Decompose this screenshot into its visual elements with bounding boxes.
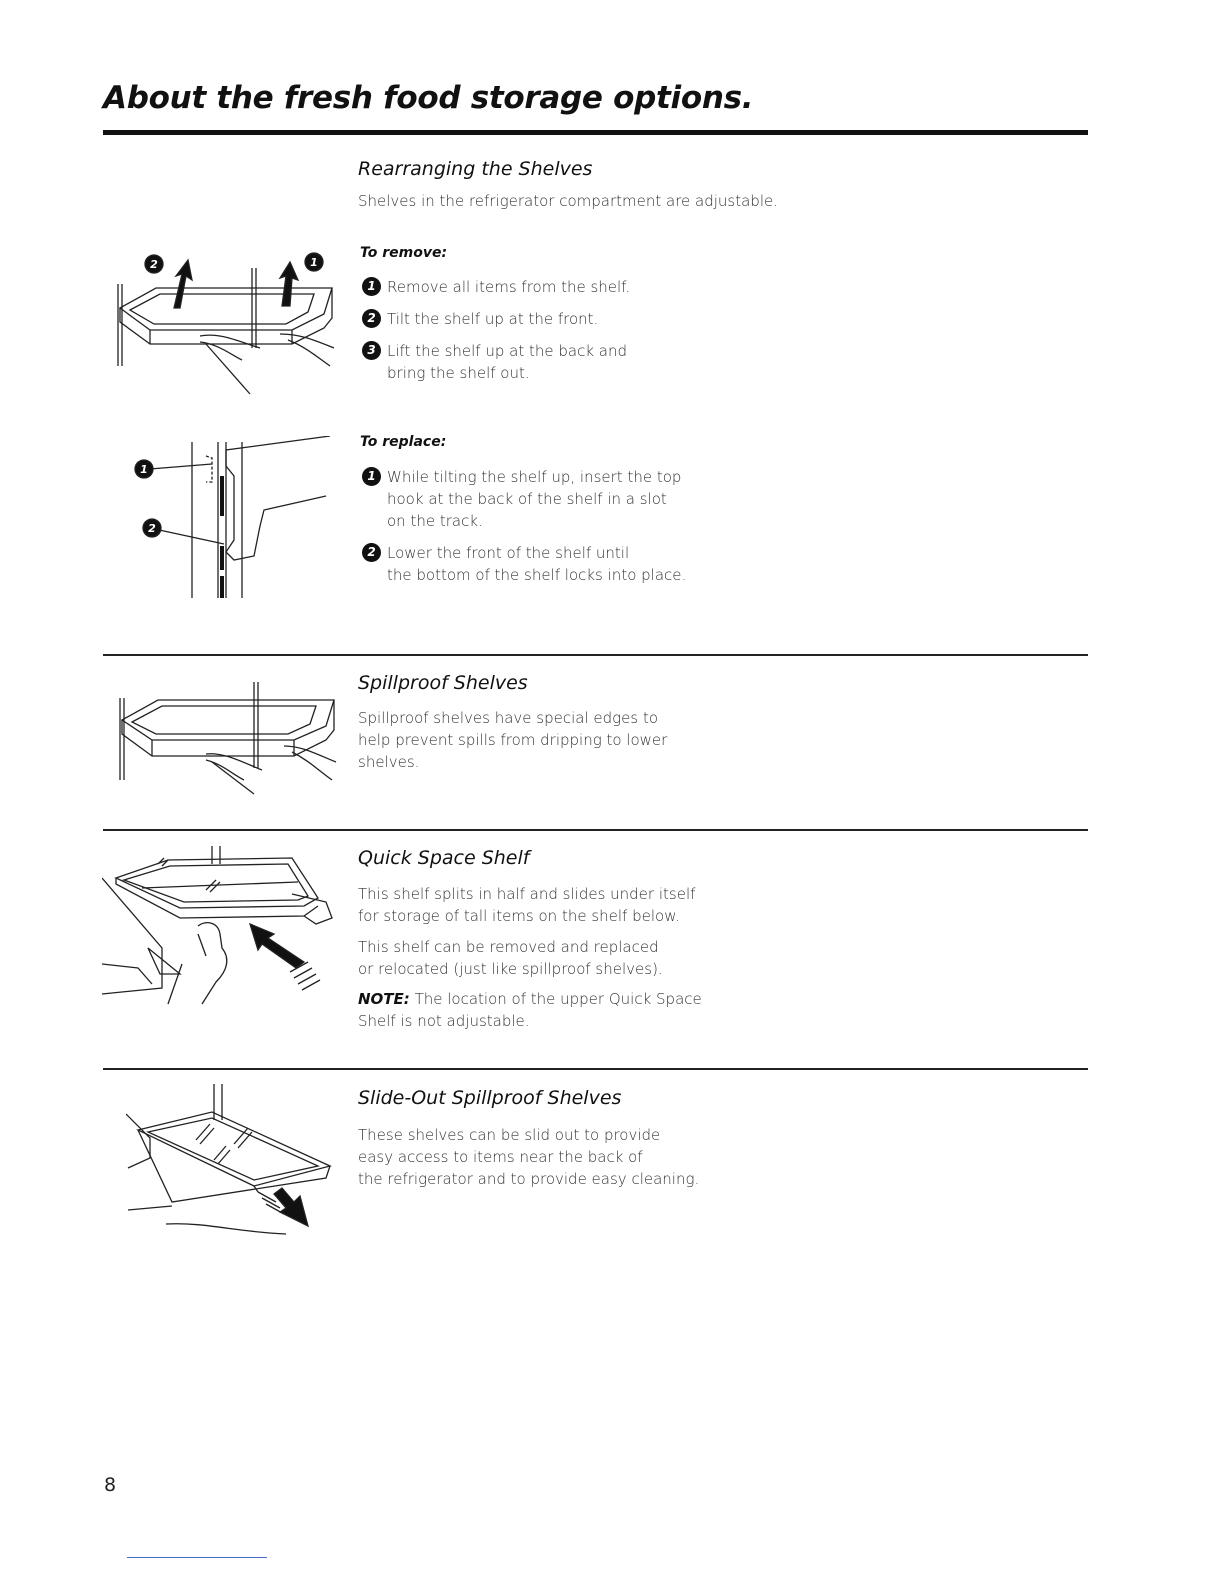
replace-callout-2: 2 [148,522,156,535]
step-text: Remove all items from the shelf. [387,278,631,296]
title-rule [103,130,1088,135]
note-label: NOTE: [358,990,410,1008]
rearranging-heading: Rearranging the Shelves [358,158,593,180]
replace-step [362,466,782,532]
section-divider [103,829,1088,831]
slide-out-shelf-illustration [126,1084,334,1244]
spillproof-shelf-illustration [112,676,344,796]
shelf-replace-illustration [130,436,340,604]
quick-space-para2: This shelf can be removed and replaced or relocated (just like spillproof shelves). [358,938,663,978]
spillproof-heading: Spillproof Shelves [358,672,528,694]
step-text: Lower the front of the shelf until the bottom of the shelf locks into place. [387,544,687,584]
page-number: 8 [104,1474,117,1496]
to-replace-heading: To replace: [360,434,447,450]
remove-step [362,340,782,384]
step-badge: 1 [362,467,381,486]
replace-steps-list [362,466,782,586]
quick-space-heading: Quick Space Shelf [358,847,530,869]
section-divider [103,654,1088,656]
section-divider [103,1068,1088,1070]
page-title: About the fresh food storage options. [103,80,754,116]
step-text: While tilting the shelf up, insert the top hook at the back of the shelf in a slot on the track. [387,468,682,530]
step-badge: 1 [362,277,381,296]
note-text: The location of the upper Quick Space Shelf is not adjustable. [358,990,702,1030]
slide-out-text: These shelves can be slid out to provide easy access to items near the back of the refrigerator and to provide easy cleaning. [358,1126,700,1188]
replace-callout-1: 1 [140,463,148,476]
quick-space-shelf-illustration [102,844,338,1014]
remove-callout-1: 1 [310,256,318,269]
replace-step [362,542,782,586]
slide-out-heading: Slide-Out Spillproof Shelves [358,1087,622,1109]
to-remove-heading: To remove: [360,245,448,261]
footer-link-rule [127,1557,267,1558]
step-text: Tilt the shelf up at the front. [387,310,599,328]
rearranging-intro: Shelves in the refrigerator compartment are adjustable. [358,192,778,210]
spillproof-text: Spillproof shelves have special edges to help prevent spills from dripping to lower shelves. [358,709,668,771]
remove-callout-2: 2 [150,258,158,271]
remove-steps-list [362,276,782,384]
remove-step [362,308,782,330]
step-badge: 3 [362,341,381,360]
step-badge: 2 [362,543,381,562]
quick-space-para1: This shelf splits in half and slides under itself for storage of tall items on the shelf below. [358,885,696,925]
quick-space-note [358,988,702,1032]
shelf-remove-illustration [110,248,342,396]
step-text: Lift the shelf up at the back and bring the shelf out. [387,342,627,382]
remove-step [362,276,782,298]
step-badge: 2 [362,309,381,328]
